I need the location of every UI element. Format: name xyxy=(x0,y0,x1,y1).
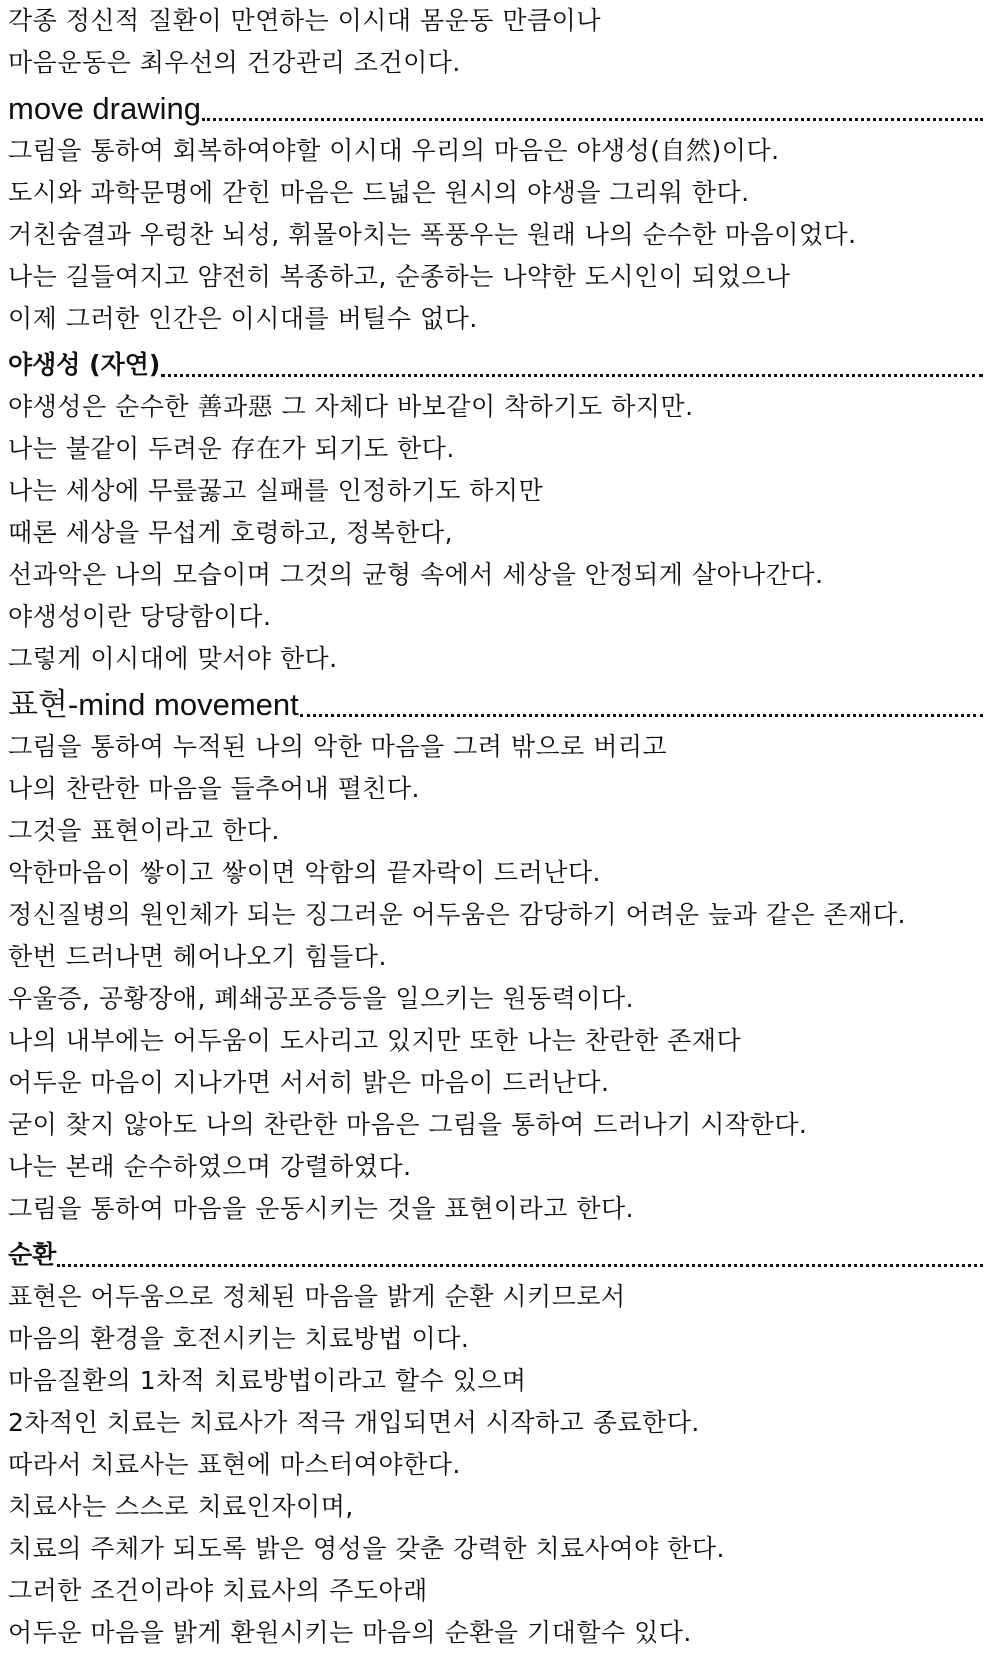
body-line: 때론 세상을 무섭게 호령하고, 정복한다, xyxy=(8,518,454,547)
body-line: 나의 내부에는 어두움이 도사리고 있지만 또한 나는 찬란한 존재다 xyxy=(8,1026,742,1055)
section-mind-movement xyxy=(8,682,1000,1230)
intro-line: 각종 정신적 질환이 만연하는 이시대 몸운동 만큼이나 xyxy=(8,6,601,35)
body-line: 우울증, 공황장애, 폐쇄공포증등을 일으키는 원동력이다. xyxy=(8,984,635,1013)
dotted-leader xyxy=(202,118,983,121)
body-line: 나의 찬란한 마음을 들추어내 펼친다. xyxy=(8,774,420,803)
intro-line: 마음운동은 최우선의 건강관리 조건이다. xyxy=(8,48,461,77)
section-heading-text: 표현-mind movement xyxy=(8,687,299,722)
section-heading xyxy=(8,1232,983,1276)
body-line: 그림을 통하여 마음을 운동시키는 것을 표현이라고 한다. xyxy=(8,1194,635,1223)
body-line: 마음질환의 1차적 치료방법이라고 할수 있으며 xyxy=(8,1366,527,1395)
body-line: 야생성은 순수한 善과惡 그 자체다 바보같이 착하기도 하지만. xyxy=(8,392,694,421)
body-line: 어두운 마음을 밝게 환원시키는 마음의 순환을 기대할수 있다. xyxy=(8,1618,692,1647)
section-circulation xyxy=(8,1232,1000,1654)
body-line: 그림을 통하여 누적된 나의 악한 마음을 그려 밖으로 버리고 xyxy=(8,732,668,761)
body-line: 그러한 조건이라야 치료사의 주도아래 xyxy=(8,1576,428,1605)
section-heading xyxy=(8,682,983,726)
dotted-leader xyxy=(161,374,983,377)
body-line: 나는 불같이 두려운 存在가 되기도 한다. xyxy=(8,434,455,463)
section-heading xyxy=(8,342,983,386)
section-heading xyxy=(8,86,983,130)
body-line: 그것을 표현이라고 한다. xyxy=(8,816,280,845)
section-heading-text: move drawing xyxy=(8,91,201,126)
body-line: 나는 길들여지고 얌전히 복종하고, 순종하는 나약한 도시인이 되었으나 xyxy=(8,262,791,291)
body-line: 야생성이란 당당함이다. xyxy=(8,602,272,631)
body-line: 치료의 주체가 되도록 밝은 영성을 갖춘 강력한 치료사여야 한다. xyxy=(8,1534,725,1563)
body-line: 2차적인 치료는 치료사가 적극 개입되면서 시작하고 종료한다. xyxy=(8,1408,700,1437)
body-line: 그림을 통하여 회복하여야할 이시대 우리의 마음은 야생성(自然)이다. xyxy=(8,136,780,165)
body-line: 따라서 치료사는 표현에 마스터여야한다. xyxy=(8,1450,461,1479)
section-heading-text: 야생성 (자연) xyxy=(8,350,161,379)
section-wildness xyxy=(8,342,1000,680)
body-line: 도시와 과학문명에 갇힌 마음은 드넓은 원시의 야생을 그리워 한다. xyxy=(8,178,750,207)
body-line: 한번 드러나면 헤어나오기 힘들다. xyxy=(8,942,387,971)
body-line: 표현은 어두움으로 정체된 마음을 밝게 순환 시키므로서 xyxy=(8,1282,626,1311)
intro-block xyxy=(8,0,1000,84)
body-line: 이제 그러한 인간은 이시대를 버틸수 없다. xyxy=(8,304,478,333)
dotted-leader xyxy=(300,714,983,717)
dotted-leader xyxy=(57,1264,983,1267)
body-line: 그렇게 이시대에 맞서야 한다. xyxy=(8,644,338,673)
body-line: 정신질병의 원인체가 되는 징그러운 어두움은 감당하기 어려운 늪과 같은 존재다. xyxy=(8,900,906,929)
body-line: 치료사는 스스로 치료인자이며, xyxy=(8,1492,354,1521)
body-line: 선과악은 나의 모습이며 그것의 균형 속에서 세상을 안정되게 살아나간다. xyxy=(8,560,824,589)
body-line: 마음의 환경을 호전시키는 치료방법 이다. xyxy=(8,1324,470,1353)
body-line: 악한마음이 쌓이고 쌓이면 악함의 끝자락이 드러난다. xyxy=(8,858,601,887)
body-line: 나는 세상에 무릎꿇고 실패를 인정하기도 하지만 xyxy=(8,476,544,505)
body-line: 굳이 찾지 않아도 나의 찬란한 마음은 그림을 통하여 드러나기 시작한다. xyxy=(8,1110,808,1139)
body-line: 어두운 마음이 지나가면 서서히 밝은 마음이 드러난다. xyxy=(8,1068,610,1097)
body-line: 거친숨결과 우렁찬 뇌성, 휘몰아치는 폭풍우는 원래 나의 순수한 마음이었다. xyxy=(8,220,857,249)
section-heading-text: 순환 xyxy=(8,1240,57,1269)
section-move-drawing xyxy=(8,86,1000,340)
body-line: 나는 본래 순수하였으며 강렬하였다. xyxy=(8,1152,412,1181)
